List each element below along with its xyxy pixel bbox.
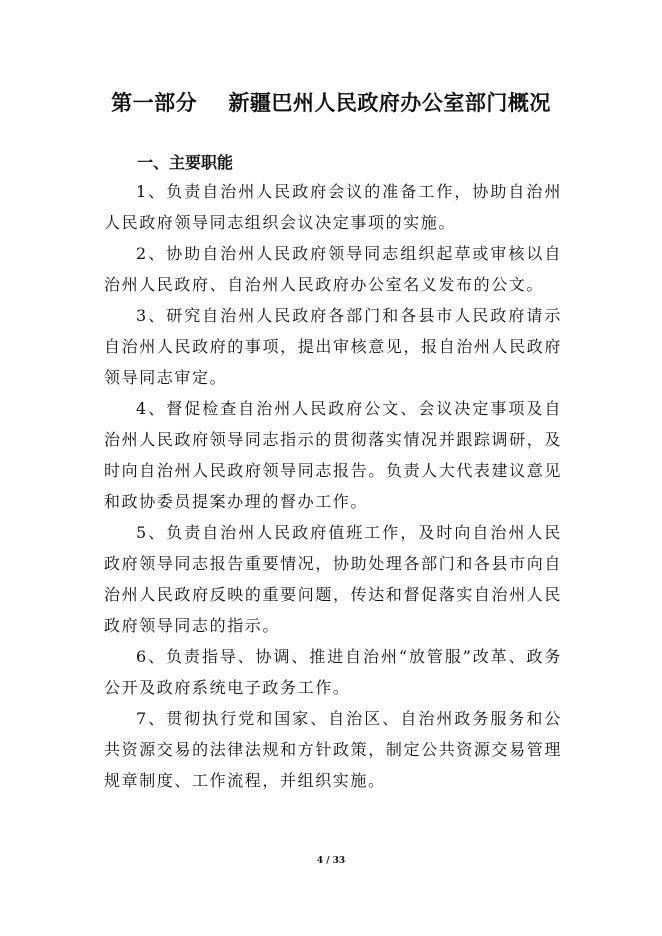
paragraph-5: 5、负责自治州人民政府值班工作，及时向自治州人民政府领导同志报告重要情况，协助处理各部门和各县市向自治州人民政府反映的重要问题，传达和督促落实自治州人民政府领导同志的指示。 (104, 523, 562, 635)
paragraph-7: 7、贯彻执行党和国家、自治区、自治州政务服务和公共资源交易的法律法规和方针政策，制定公共资源交易管理规章制度、工作流程，并组织实施。 (104, 709, 562, 790)
paragraph-1: 1、负责自治州人民政府会议的准备工作，协助自治州人民政府领导同志组织会议决定事项的实施。 (104, 182, 562, 232)
body-text (104, 176, 562, 796)
paragraph-6: 6、负责指导、协调、推进自治州“放管服”改革、政务公开及政府系统电子政务工作。 (104, 647, 562, 697)
page-number: 4 / 33 (316, 856, 346, 866)
paragraph-3: 3、研究自治州人民政府各部门和各县市人民政府请示自治州人民政府的事项，提出审核意见，报自治州人民政府领导同志审定。 (104, 306, 562, 387)
page-title: 第一部分 新疆巴州人民政府办公室部门概况 (111, 91, 551, 115)
section-heading: 一、主要职能 (137, 153, 234, 172)
paragraph-2: 2、协助自治州人民政府领导同志组织起草或审核以自治州人民政府、自治州人民政府办公室名义发布的公文。 (104, 244, 562, 294)
paragraph-4: 4、督促检查自治州人民政府公文、会议决定事项及自治州人民政府领导同志指示的贯彻落实情况并跟踪调研，及时向自治州人民政府领导同志报告。负责人大代表建议意见和政协委员提案办理的督办工作。 (104, 399, 562, 511)
